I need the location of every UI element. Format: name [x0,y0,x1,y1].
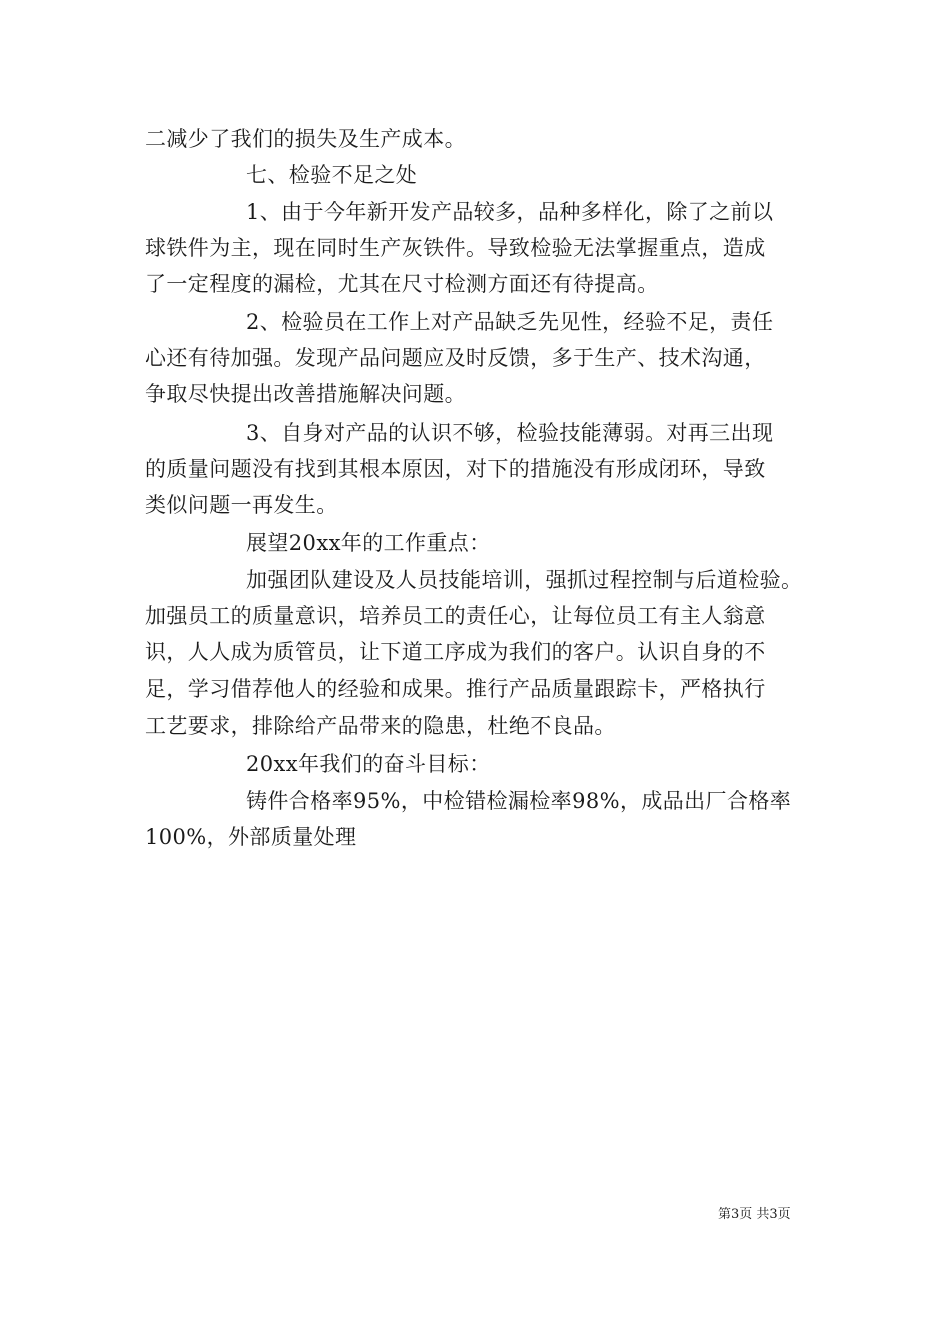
text-line: 的质量问题没有找到其根本原因，对下的措施没有形成闭环，导致 [145,457,766,481]
text-line: 加强员工的质量意识，培养员工的责任心，让每位员工有主人翁意 [145,604,766,628]
text-line: 铸件合格率95%，中检错检漏检率98%，成品出厂合格率 [246,789,792,813]
text-line: 类似问题一再发生。 [145,493,338,517]
text-line: 足，学习借荐他人的经验和成果。推行产品质量跟踪卡，严格执行 [145,677,766,701]
text-line: 2、检验员在工作上对产品缺乏先见性，经验不足，责任 [246,310,774,334]
text-line: 球铁件为主，现在同时生产灰铁件。导致检验无法掌握重点，造成 [145,236,766,260]
section-heading: 七、检验不足之处 [246,163,418,187]
page-number: 第3页 共3页 [718,1207,791,1222]
text-line: 二减少了我们的损失及生产成本。 [145,127,466,151]
text-line: 3、自身对产品的认识不够，检验技能薄弱。对再三出现 [246,421,774,445]
text-line: 工艺要求，排除给产品带来的隐患，杜绝不良品。 [145,714,616,738]
text-line: 加强团队建设及人员技能培训，强抓过程控制与后道检验。 [246,568,803,592]
text-line: 争取尽快提出改善措施解决问题。 [145,382,466,406]
text-line: 心还有待加强。发现产品问题应及时反馈，多于生产、技术沟通， [145,346,766,370]
text-line: 1、由于今年新开发产品较多，品种多样化，除了之前以 [246,200,774,224]
section-heading: 展望20xx年的工作重点： [246,531,491,555]
text-line: 了一定程度的漏检，尤其在尺寸检测方面还有待提高。 [145,272,659,296]
text-line: 识，人人成为质管员，让下道工序成为我们的客户。认识自身的不 [145,640,766,664]
section-heading: 20xx年我们的奋斗目标： [246,752,491,776]
text-line: 100%，外部质量处理 [145,825,357,849]
